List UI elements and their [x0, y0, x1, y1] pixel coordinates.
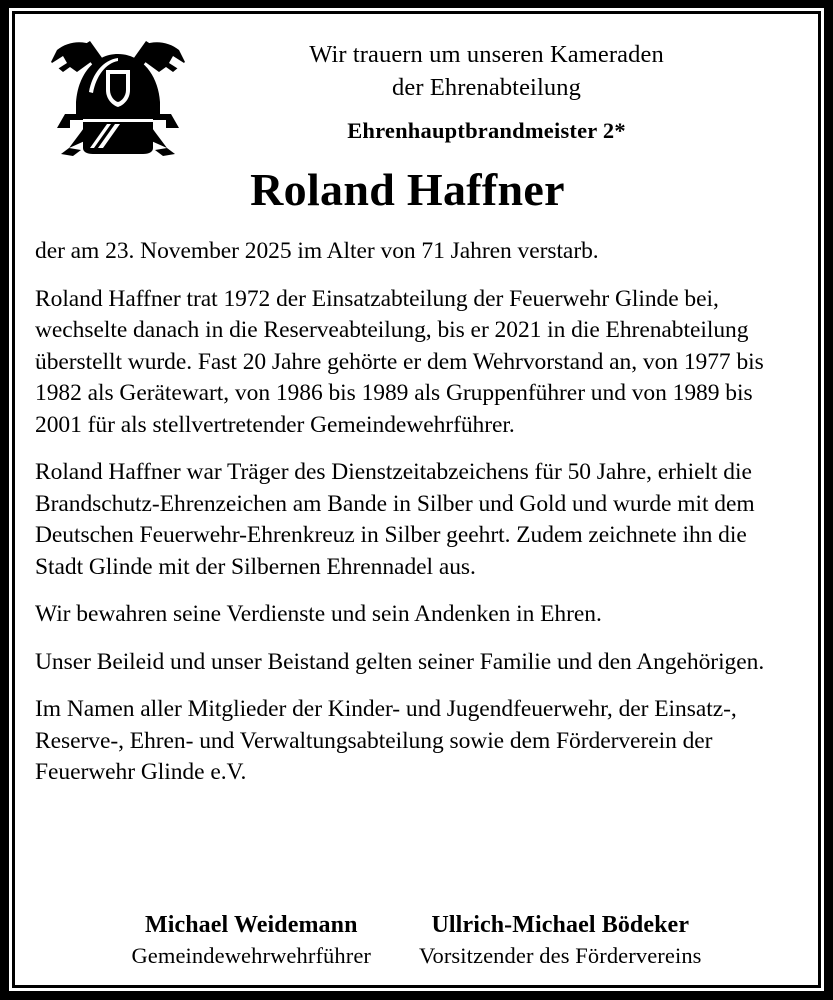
- notice-header: [35, 32, 798, 158]
- notice-content: [12, 11, 821, 988]
- signature-name: Ullrich-Michael Bödeker: [431, 912, 690, 938]
- mourning-line-1: Wir trauern um unseren Kameraden: [309, 41, 664, 68]
- deceased-name: Roland Haffner: [250, 164, 565, 215]
- notice-frame-gap: [9, 8, 824, 991]
- signature-role: Vorsitzender des Fördervereins: [419, 943, 702, 968]
- signature-name: Michael Weidemann: [144, 912, 358, 938]
- paragraph-honors: Roland Haffner war Träger des Dienstzeitabzeichens für 50 Jahre, erhielt die Brandschutz-Ehrenzeichen am Bande in Silber und Gold und wurde mit dem Deutschen Feuerwehr-Ehrenkreuz in Silber geehrt. Zudem zeichnete ihn die Stadt Glinde mit der Silbernen Ehrennadel aus.: [35, 459, 755, 580]
- signature-block: [35, 910, 798, 971]
- signature-first: [131, 910, 371, 971]
- signature-second: [419, 910, 702, 971]
- paragraph-service-history: Roland Haffner trat 1972 der Einsatzabteilung der Feuerwehr Glinde bei, wechselte danach in die Reserveabteilung, bis er 2021 in die Ehrenabteilung überstellt wurde. Fast 20 Jahre gehörte er dem Wehrvorstand an, von 1977 bis 1982 als Gerätewart, von 1986 bis 1989 als Gruppenführer und von 1989 bis 2001 für als stellvertretender Gemeindewehrführer.: [35, 285, 764, 438]
- mourning-line-2: der Ehrenabteilung: [392, 74, 581, 101]
- signature-role: Gemeindewehrwehrführer: [131, 943, 372, 968]
- paragraph-remembrance: Wir bewahren seine Verdienste und sein Andenken in Ehren.: [35, 601, 602, 627]
- body-copy: [35, 236, 798, 894]
- paragraph-condolences: Unser Beileid und unser Beistand gelten seiner Familie und den Angehörigen.: [35, 648, 765, 675]
- paragraph-signatory-organizations: Im Namen aller Mitglieder der Kinder- und Jugendfeuerwehr, der Einsatz-, Reserve-, Ehren- und Verwaltungsabteilung sowie dem Förderverein der Feuerwehr Glinde e.V.: [35, 696, 737, 785]
- rank-title: Ehrenhauptbrandmeister 2*: [347, 118, 626, 143]
- paragraph-death-date: der am 23. November 2025 im Alter von 71 Jahren verstarb.: [35, 238, 599, 264]
- firefighter-helmet-crossed-axes-icon: [43, 36, 193, 158]
- headline-block: [193, 38, 798, 146]
